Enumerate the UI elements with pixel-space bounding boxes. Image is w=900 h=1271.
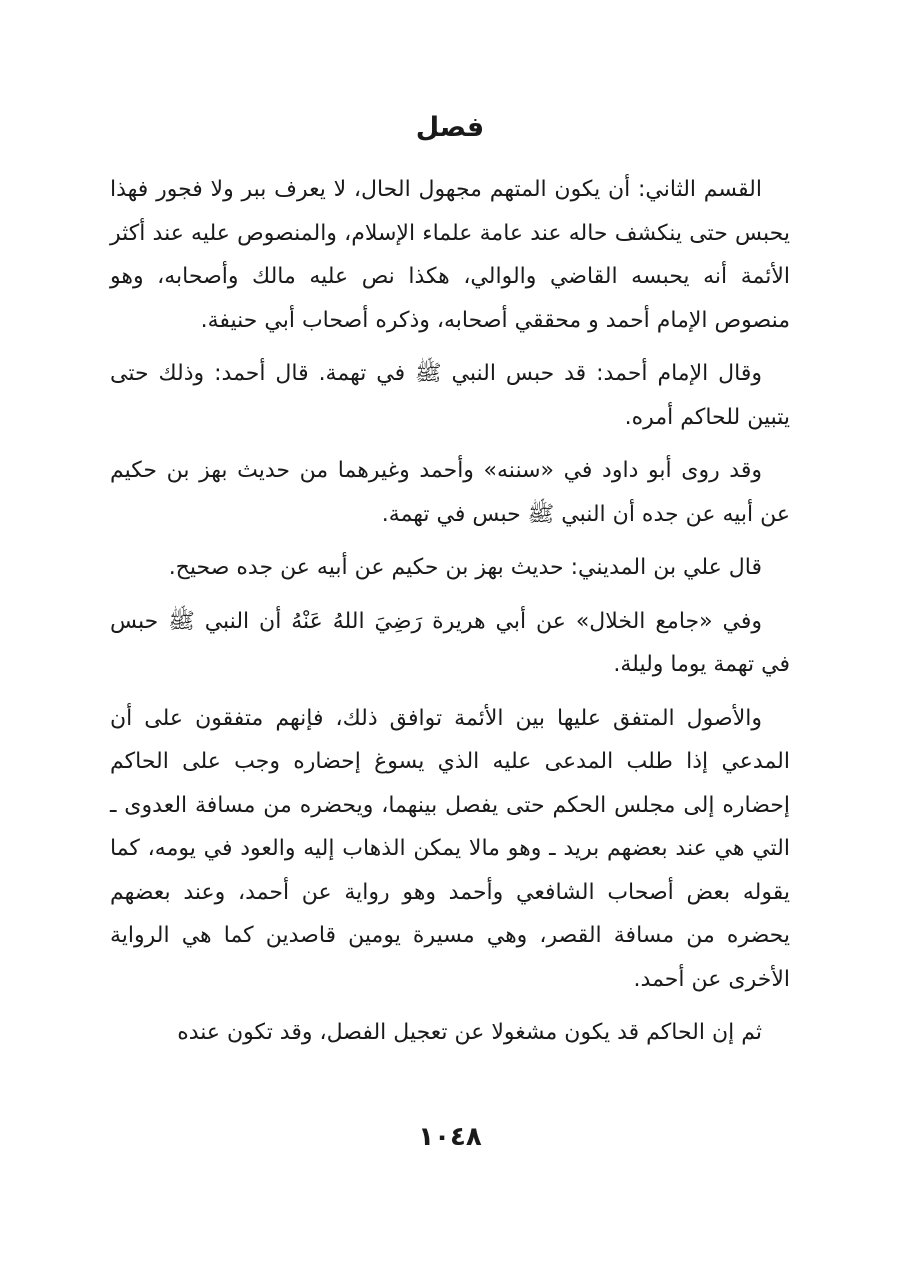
paragraph-1: القسم الثاني: أن يكون المتهم مجهول الحال، لا يعرف ببر ولا فجور فهذا يحبس حتى ينكشف حاله عند عامة علماء الإسلام، والمنصوص عليه عند أكثر الأئمة أنه يحبسه القاضي والوالي، هكذا نص عليه مالك وأصحابه، وهو منصوص الإمام أحمد و محققي أصحابه، وذكره أصحاب أبي حنيفة. <box>110 177 790 333</box>
document-page <box>110 0 790 1271</box>
paragraph-3: وقد روى أبو داود في «سننه» وأحمد وغيرهما من حديث بهز بن حكيم عن أبيه عن جده أن النبي ﷺ حبس في تهمة. <box>110 458 790 527</box>
section-title: فصل <box>415 112 485 143</box>
body-text <box>110 168 790 1065</box>
paragraph-4: قال علي بن المديني: حديث بهز بن حكيم عن أبيه عن جده صحيح. <box>168 555 762 580</box>
paragraph-7: ثم إن الحاكم قد يكون مشغولا عن تعجيل الفصل، وقد تكون عنده <box>177 1020 762 1045</box>
paragraph-2: وقال الإمام أحمد: قد حبس النبي ﷺ في تهمة. قال أحمد: وذلك حتى يتبين للحاكم أمره. <box>110 361 790 430</box>
paragraph-6: والأصول المتفق عليها بين الأئمة توافق ذلك، فإنهم متفقون على أن المدعي إذا طلب المدعى عليه الذي يسوغ إحضاره وجب على الحاكم إحضاره إلى مجلس الحكم حتى يفصل بينهما، ويحضره من مسافة العدوى ـ التي هي عند بعضهم بريد ـ وهو مالا يمكن الذهاب إليه والعود في يومه، كما يقوله بعض أصحاب الشافعي وأحمد وهو رواية عن أحمد، وعند بعضهم يحضره من مسافة القصر، وهي مسيرة يومين قاصدين كما هي الرواية الأخرى عن أحمد. <box>110 705 790 992</box>
page-number: ١٠٤٨ <box>418 1122 482 1152</box>
paragraph-5: وفي «جامع الخلال» عن أبي هريرة رَضِيَ اللهُ عَنْهُ أن النبي ﷺ حبس في تهمة يوما وليلة. <box>110 608 790 677</box>
